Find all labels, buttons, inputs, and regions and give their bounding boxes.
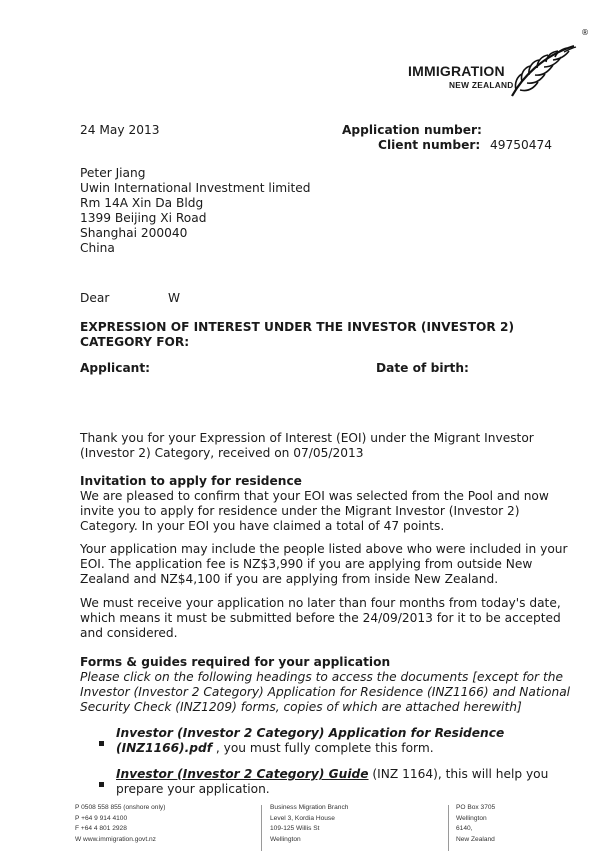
forms-note-line: Please click on the following headings to access the documents [except for the	[80, 670, 563, 684]
footer-branch-level: Level 3, Kordia House	[270, 814, 335, 822]
intro-line: Thank you for your Expression of Interest (EOI) under the Migrant Investor	[80, 431, 534, 445]
residence-form-link[interactable]: Investor (Investor 2 Category) Application for Residence	[116, 726, 505, 740]
subject-line-2: CATEGORY FOR:	[80, 335, 190, 349]
footer-contact	[75, 803, 165, 845]
fee-line: EOI. The application fee is NZ$3,990 if you are applying from outside New	[80, 557, 533, 571]
subject-heading	[80, 320, 514, 350]
invitation-line: We are pleased to confirm that your EOI was selected from the Pool and now	[80, 489, 549, 503]
deadline-line: which means it must be submitted before the 24/09/2013 for it to be accepted	[80, 611, 561, 625]
registered-mark: ®	[581, 28, 589, 37]
footer-branch-address	[270, 803, 348, 845]
footer-po-box: PO Box 3705	[456, 804, 496, 811]
client-number-label: Client number:	[378, 138, 481, 152]
recipient-address	[80, 166, 310, 256]
residence-form-link-pdf[interactable]: (INZ1166).pdf	[116, 741, 213, 755]
invitation-paragraph	[80, 489, 549, 534]
intro-paragraph	[80, 431, 534, 461]
bullet-2-marker	[99, 772, 104, 791]
logo-title: IMMIGRATION	[408, 63, 505, 79]
logo	[408, 30, 594, 98]
applicant-label: Applicant:	[80, 361, 151, 375]
footer-branch-street: 109-125 Willis St	[270, 825, 320, 833]
bullet-1-marker	[99, 731, 104, 750]
salutation: Dear	[80, 291, 110, 305]
footer-branch: Business Migration Branch	[270, 804, 349, 811]
recipient-company: Uwin International Investment limited	[80, 181, 311, 195]
footer-website: W www.immigration.govt.nz	[75, 835, 156, 843]
forms-heading: Forms & guides required for your application	[80, 655, 391, 669]
investor-guide-link[interactable]: Investor (Investor 2 Category) Guide	[116, 767, 369, 781]
recipient-city: Shanghai 200040	[80, 226, 188, 240]
footer-phone-onshore: P 0508 558 855 (onshore only)	[75, 804, 166, 811]
intro-line: (Investor 2) Category, received on 07/05/2013	[80, 446, 364, 460]
footer-phone: P +64 9 914 4100	[75, 814, 128, 822]
fee-line: Your application may include the people listed above who were included in your	[80, 542, 568, 556]
bullet-2-text: (INZ 1164), this will help you	[368, 767, 549, 781]
invitation-line: Category. In your EOI you have claimed a total of 47 points.	[80, 519, 445, 533]
forms-note-line: Investor (Investor 2 Category) Application for Residence (INZ1166) and National	[80, 685, 571, 699]
forms-note	[80, 670, 570, 715]
bullet-1	[116, 726, 504, 756]
recipient-address-line1: Rm 14A Xin Da Bldg	[80, 196, 204, 210]
deadline-line: and considered.	[80, 626, 178, 640]
footer-country: New Zealand	[456, 835, 495, 843]
invitation-heading: Invitation to apply for residence	[80, 474, 302, 488]
subject-line-1: EXPRESSION OF INTEREST UNDER THE INVESTOR (INVESTOR 2)	[80, 320, 515, 334]
footer-divider	[261, 805, 262, 851]
footer-divider	[448, 805, 449, 851]
bullet-2-text-line2: prepare your application.	[116, 782, 270, 796]
fee-paragraph	[80, 542, 568, 587]
forms-note-line: Security Check (INZ1209) forms, copies of which are attached herewith]	[80, 700, 522, 714]
footer-postcode: 6140,	[456, 825, 473, 833]
client-number-value: 49750474	[490, 138, 553, 152]
footer-fax: F +64 4 801 2928	[75, 825, 127, 833]
bullet-2	[116, 767, 548, 797]
silver-fern-icon	[508, 38, 586, 98]
deadline-line: We must receive your application no later than four months from today's date,	[80, 596, 561, 610]
fee-line: Zealand and NZ$4,100 if you are applying from inside New Zealand.	[80, 572, 499, 586]
footer-postal-city: Wellington	[456, 814, 487, 822]
recipient-name: Peter Jiang	[80, 166, 146, 180]
salutation-name: W	[168, 291, 181, 305]
dob-label: Date of birth:	[376, 361, 469, 375]
bullet-1-text: , you must fully complete this form.	[212, 741, 434, 755]
footer-branch-city: Wellington	[270, 835, 301, 843]
application-number-label: Application number:	[342, 123, 482, 137]
letter-date: 24 May 2013	[80, 123, 160, 137]
logo-subtitle: NEW ZEALAND	[449, 80, 514, 90]
recipient-address-line2: 1399 Beijing Xi Road	[80, 211, 207, 225]
footer-postal-address	[456, 803, 495, 845]
deadline-paragraph	[80, 596, 561, 641]
recipient-country: China	[80, 241, 115, 255]
invitation-line: invite you to apply for residence under the Migrant Investor (Investor 2)	[80, 504, 520, 518]
